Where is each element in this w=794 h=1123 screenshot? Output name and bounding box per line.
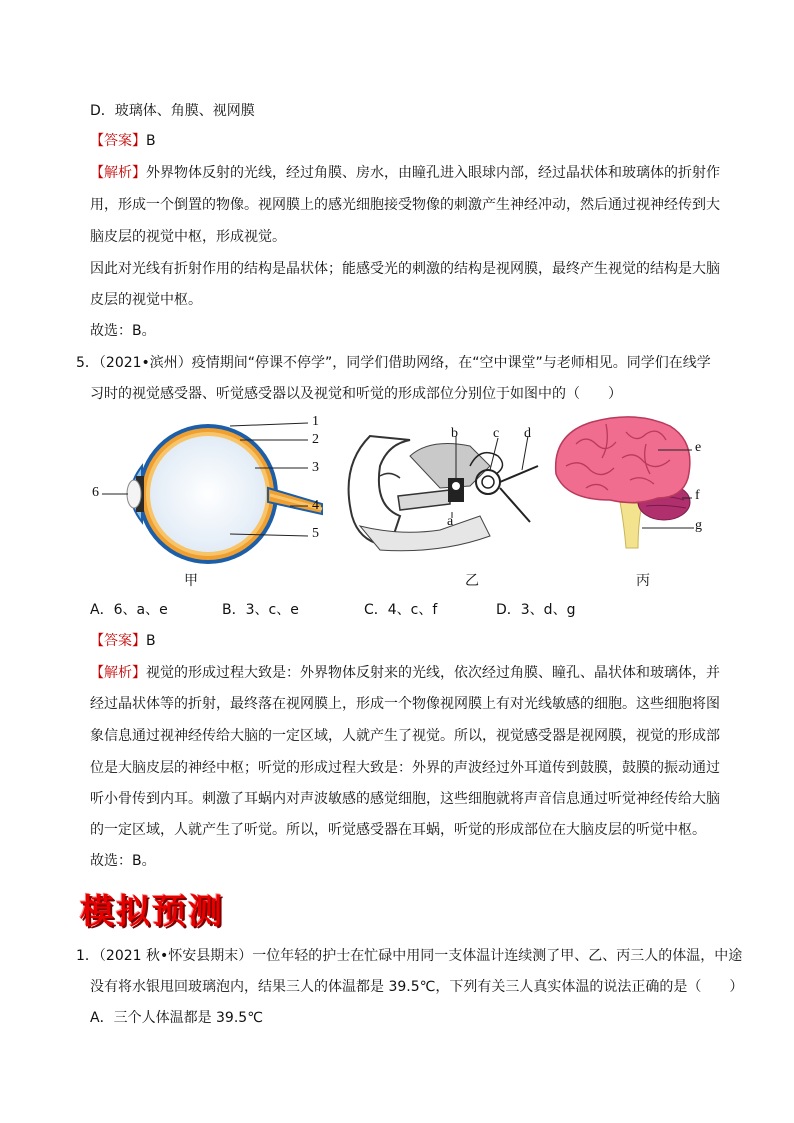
q5-stem-line-2: 习时的视觉感受器、听觉感受器以及视觉和听觉的形成部位分别位于如图中的（ ） bbox=[90, 386, 622, 402]
brain-label-f: f bbox=[695, 488, 700, 503]
analysis-line-1 bbox=[90, 163, 720, 183]
eye-label-5: 5 bbox=[312, 526, 319, 541]
q5-analysis-line-5: 听小骨传到内耳。刺激了耳蜗内对声波敏感的感觉细胞，这些细胞就将声音信息通过听觉神经传给大脑 bbox=[90, 791, 720, 807]
ear-label-b: b bbox=[451, 426, 458, 441]
ear-diagram bbox=[340, 426, 540, 554]
q5-choose-line: 故选：B。 bbox=[90, 853, 156, 869]
q5-option-a: A．6、a、e bbox=[90, 602, 168, 618]
answer-line bbox=[90, 131, 156, 151]
analysis-line-3: 脑皮层的视觉中枢，形成视觉。 bbox=[90, 229, 286, 245]
q5-stem-line-1: 5．（2021•滨州）疫情期间“停课不停学”，同学们借助网络，在“空中课堂”与老师相见。同学们在线学 bbox=[76, 355, 711, 371]
eye-label-4: 4 bbox=[312, 498, 319, 513]
eye-label-2: 2 bbox=[312, 432, 319, 447]
q5-analysis-line-4: 位是大脑皮层的神经中枢；听觉的形成过程大致是：外界的声波经过外耳道传到鼓膜，鼓膜的振动通过 bbox=[90, 760, 720, 776]
q5-analysis-line-6: 的一定区域，人就产生了听觉。所以，听觉感受器在耳蜗，听觉的形成部位在大脑皮层的听觉中枢。 bbox=[90, 822, 706, 838]
analysis-text: 外界物体反射的光线，经过角膜、房水，由瞳孔进入眼球内部，经过晶状体和玻璃体的折射作 bbox=[146, 165, 720, 181]
eye-caption: 甲 bbox=[184, 573, 198, 589]
q5-option-b: B．3、c、e bbox=[222, 602, 299, 618]
analysis-line-4: 因此对光线有折射作用的结构是晶状体；能感受光的刺激的结构是视网膜，最终产生视觉的结构是大脑 bbox=[90, 261, 720, 277]
brain-label-g: g bbox=[695, 518, 702, 533]
ear-label-d: d bbox=[524, 426, 531, 441]
option-d: D．玻璃体、角膜、视网膜 bbox=[90, 103, 255, 119]
eye-label-3: 3 bbox=[312, 460, 319, 475]
answer-value: B bbox=[146, 133, 156, 149]
analysis-tag: 【解析】 bbox=[90, 165, 146, 181]
brain-caption: 丙 bbox=[636, 573, 650, 589]
q5-answer-line bbox=[90, 631, 156, 651]
section-title: 模拟预测 bbox=[80, 892, 224, 932]
analysis-line-5: 皮层的视觉中枢。 bbox=[90, 292, 202, 308]
brain-label-e: e bbox=[695, 440, 702, 455]
ear-label-a: a bbox=[447, 514, 454, 529]
eye-diagram bbox=[90, 418, 330, 566]
q5-analysis-tag: 【解析】 bbox=[90, 665, 146, 681]
eye-label-6: 6 bbox=[92, 485, 99, 500]
q5-analysis-text: 视觉的形成过程大致是：外界物体反射来的光线，依次经过角膜、瞳孔、晶状体和玻璃体，并 bbox=[146, 665, 720, 681]
ear-label-c: c bbox=[493, 426, 500, 441]
q5-analysis-line-2: 经过晶状体等的折射，最终落在视网膜上，形成一个物像视网膜上有对光线敏感的细胞。这些细胞将图 bbox=[90, 696, 720, 712]
mq1-option-a: A．三个人体温都是 39.5℃ bbox=[90, 1010, 263, 1026]
analysis-line-2: 用，形成一个倒置的物像。视网膜上的感光细胞接受物像的刺激产生神经冲动，然后通过视神经传到大 bbox=[90, 197, 720, 213]
q5-analysis-line-3: 象信息通过视神经传给大脑的一定区域，人就产生了视觉。所以，视觉感受器是视网膜，视觉的形成部 bbox=[90, 728, 720, 744]
answer-tag: 【答案】 bbox=[90, 133, 146, 149]
mq1-stem-line-1: 1．（2021 秋•怀安县期末）一位年轻的护士在忙碌中用同一支体温计连续测了甲、乙、丙三人的体温，中途 bbox=[76, 948, 743, 964]
choose-line: 故选：B。 bbox=[90, 323, 156, 339]
q5-option-c: C．4、c、f bbox=[364, 602, 438, 618]
q5-answer-tag: 【答案】 bbox=[90, 633, 146, 649]
mq1-stem-line-2: 没有将水银甩回玻璃泡内，结果三人的体温都是 39.5℃，下列有关三人真实体温的说法正确的是（ ） bbox=[90, 979, 744, 995]
q5-answer-value: B bbox=[146, 633, 156, 649]
q5-analysis-line-1 bbox=[90, 663, 720, 683]
brain-diagram bbox=[546, 414, 716, 554]
eye-label-1: 1 bbox=[312, 414, 319, 429]
q5-option-d: D．3、d、g bbox=[496, 602, 576, 618]
ear-caption: 乙 bbox=[465, 573, 479, 589]
